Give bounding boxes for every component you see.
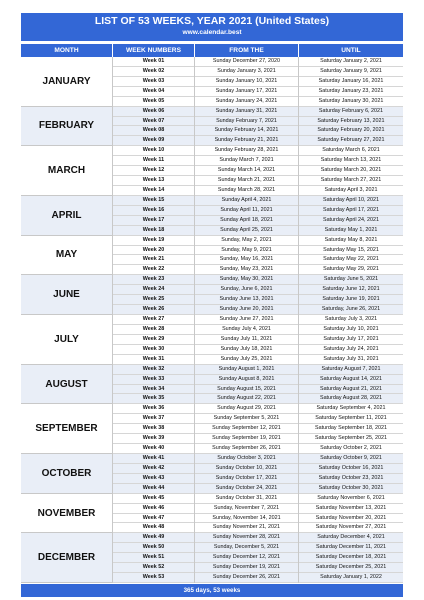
week-number-cell: Week 33 xyxy=(142,375,165,382)
from-date-cell: Sunday November 28, 2021 xyxy=(212,534,281,541)
week-number-cell: Week 41 xyxy=(142,454,165,461)
until-date-cell: Saturday June 5, 2021 xyxy=(323,276,379,283)
table-row xyxy=(113,87,403,97)
week-number-cell: Week 35 xyxy=(142,395,165,402)
until-date-cell: Saturday May 8, 2021 xyxy=(324,236,378,243)
until-date-cell: Saturday November 6, 2021 xyxy=(317,494,385,501)
from-date-cell: Sunday January 3, 2021 xyxy=(217,67,276,74)
from-date-cell: Sunday December 26, 2021 xyxy=(212,574,281,581)
header-week-numbers: WEEK NUMBERS xyxy=(113,44,195,57)
from-date-cell: Sunday July 18, 2021 xyxy=(220,345,273,352)
until-date-cell: Saturday October 23, 2021 xyxy=(318,474,384,481)
from-date-cell: Sunday October 17, 2021 xyxy=(215,474,278,481)
table-row xyxy=(113,67,403,77)
from-date-cell: Sunday June 13, 2021 xyxy=(219,296,274,303)
week-number-cell: Week 52 xyxy=(142,564,165,571)
until-date-cell: Saturday March 20, 2021 xyxy=(320,167,382,174)
until-date-cell: Saturday September 18, 2021 xyxy=(315,425,387,432)
until-date-cell: Saturday February 13, 2021 xyxy=(317,117,385,124)
week-number-cell: Week 14 xyxy=(142,187,165,194)
table-row xyxy=(113,146,403,156)
table-row xyxy=(113,454,403,464)
week-number-cell: Week 43 xyxy=(142,474,165,481)
until-date-cell: Saturday April 10, 2021 xyxy=(322,196,380,203)
week-number-cell: Week 44 xyxy=(142,484,165,491)
from-date-cell: Sunday March 28, 2021 xyxy=(217,187,276,194)
from-date-cell: Sunday August 15, 2021 xyxy=(217,385,276,392)
month-cell: JULY xyxy=(21,315,112,365)
until-date-cell: Saturday January 16, 2021 xyxy=(318,77,384,84)
page-title: LIST OF 53 WEEKS, YEAR 2021 (United States) xyxy=(94,15,330,27)
table-row xyxy=(113,464,403,474)
week-number-cell: Week 51 xyxy=(142,554,165,561)
week-number-cell: Week 01 xyxy=(142,58,165,64)
month-cell: APRIL xyxy=(21,196,112,236)
week-number-cell: Week 13 xyxy=(142,177,165,184)
from-date-cell: Sunday February 28, 2021 xyxy=(214,147,279,154)
until-date-cell: Saturday December 25, 2021 xyxy=(315,564,387,571)
until-date-cell: Saturday October 30, 2021 xyxy=(318,484,384,491)
week-number-cell: Week 11 xyxy=(142,157,165,164)
table-row xyxy=(113,117,403,127)
until-date-cell: Saturday October 16, 2021 xyxy=(318,464,384,471)
until-date-cell: Saturday July 17, 2021 xyxy=(323,335,379,342)
from-date-cell: Sunday August 8, 2021 xyxy=(218,375,275,382)
week-number-cell: Week 29 xyxy=(142,335,165,342)
month-cell: DECEMBER xyxy=(21,533,112,583)
until-date-cell: Saturday January 2, 2021 xyxy=(320,58,382,64)
week-number-cell: Week 18 xyxy=(142,226,165,233)
week-number-cell: Week 40 xyxy=(142,445,165,452)
table-row xyxy=(113,275,403,285)
until-date-cell: Saturday January 30, 2021 xyxy=(318,97,384,104)
table-row xyxy=(113,573,403,583)
week-number-cell: Week 25 xyxy=(142,296,165,303)
week-number-cell: Week 23 xyxy=(142,276,165,283)
from-date-cell: Sunday July 4, 2021 xyxy=(222,325,271,332)
week-number-cell: Week 34 xyxy=(142,385,165,392)
weeks-table xyxy=(21,57,403,583)
from-date-cell: Sunday October 10, 2021 xyxy=(215,464,278,471)
table-row xyxy=(113,305,403,315)
week-number-cell: Week 47 xyxy=(142,514,165,521)
week-number-cell: Week 42 xyxy=(142,464,165,471)
until-date-cell: Saturday November 20, 2021 xyxy=(315,514,387,521)
until-date-cell: Saturday July 31, 2021 xyxy=(323,355,379,362)
week-number-cell: Week 31 xyxy=(142,355,165,362)
table-row xyxy=(113,97,403,107)
month-cell: MARCH xyxy=(21,146,112,196)
from-date-cell: Sunday March 14, 2021 xyxy=(217,167,276,174)
table-row xyxy=(113,424,403,434)
from-date-cell: Sunday, June 6, 2021 xyxy=(220,286,273,293)
week-number-cell: Week 22 xyxy=(142,266,165,273)
table-row xyxy=(113,196,403,206)
from-date-cell: Sunday December 27, 2020 xyxy=(212,58,281,64)
week-number-cell: Week 15 xyxy=(142,196,165,203)
column-divider xyxy=(194,57,195,583)
table-header xyxy=(21,44,403,57)
header-until: UNTIL xyxy=(299,44,403,57)
month-cell: NOVEMBER xyxy=(21,494,112,534)
table-row xyxy=(113,504,403,514)
week-number-cell: Week 28 xyxy=(142,325,165,332)
from-date-cell: Sunday March 7, 2021 xyxy=(219,157,274,164)
until-date-cell: Saturday September 25, 2021 xyxy=(315,435,387,442)
month-cell: JUNE xyxy=(21,275,112,315)
header-month: MONTH xyxy=(21,44,113,57)
week-number-cell: Week 27 xyxy=(142,316,165,323)
until-date-cell: Saturday July 3, 2021 xyxy=(324,316,378,323)
from-date-cell: Sunday January 31, 2021 xyxy=(215,107,278,114)
table-row xyxy=(113,166,403,176)
from-date-cell: Sunday February 21, 2021 xyxy=(214,137,279,144)
from-date-cell: Sunday April 11, 2021 xyxy=(220,206,273,213)
column-divider xyxy=(112,57,113,583)
month-cell: JANUARY xyxy=(21,57,112,107)
table-row xyxy=(113,533,403,543)
week-number-cell: Week 08 xyxy=(142,127,165,134)
from-date-cell: Sunday January 10, 2021 xyxy=(215,77,278,84)
until-date-cell: Saturday April 3, 2021 xyxy=(324,187,378,194)
until-date-cell: Saturday, June 26, 2021 xyxy=(321,306,381,313)
table-row xyxy=(113,156,403,166)
until-date-cell: Saturday August 21, 2021 xyxy=(319,385,383,392)
week-number-cell: Week 38 xyxy=(142,425,165,432)
from-date-cell: Sunday, November 14, 2021 xyxy=(212,514,281,521)
from-date-cell: Sunday October 24, 2021 xyxy=(215,484,278,491)
from-date-cell: Sunday, May 23, 2021 xyxy=(219,266,274,273)
from-date-cell: Sunday August 1, 2021 xyxy=(218,365,275,372)
month-cell: FEBRUARY xyxy=(21,107,112,147)
until-date-cell: Saturday June 19, 2021 xyxy=(322,296,380,303)
week-number-cell: Week 03 xyxy=(142,77,165,84)
table-row xyxy=(113,523,403,533)
from-date-cell: Sunday February 7, 2021 xyxy=(216,117,277,124)
header-from: FROM THE xyxy=(195,44,299,57)
week-number-cell: Week 50 xyxy=(142,544,165,551)
from-date-cell: Sunday April 25, 2021 xyxy=(220,226,273,233)
week-number-cell: Week 24 xyxy=(142,286,165,293)
week-number-cell: Week 53 xyxy=(142,574,165,581)
until-date-cell: Saturday August 28, 2021 xyxy=(319,395,383,402)
table-row xyxy=(113,236,403,246)
until-date-cell: Saturday May 15, 2021 xyxy=(323,246,379,253)
week-number-cell: Week 02 xyxy=(142,67,165,74)
table-row xyxy=(113,325,403,335)
month-cell: AUGUST xyxy=(21,365,112,405)
until-date-cell: Saturday December 4, 2021 xyxy=(317,534,385,541)
table-row xyxy=(113,394,403,404)
site-url: www.calendar.best xyxy=(182,29,242,36)
week-number-cell: Week 09 xyxy=(142,137,165,144)
until-date-cell: Saturday April 17, 2021 xyxy=(322,206,380,213)
table-row xyxy=(113,77,403,87)
until-date-cell: Saturday November 27, 2021 xyxy=(315,524,387,531)
from-date-cell: Sunday January 24, 2021 xyxy=(215,97,278,104)
until-date-cell: Saturday January 9, 2021 xyxy=(320,67,382,74)
table-row xyxy=(113,444,403,454)
from-date-cell: Sunday, May 30, 2021 xyxy=(219,276,274,283)
table-row xyxy=(113,126,403,136)
week-number-cell: Week 06 xyxy=(142,107,165,114)
month-cell: MAY xyxy=(21,236,112,276)
month-cell: SEPTEMBER xyxy=(21,404,112,454)
table-row xyxy=(113,226,403,236)
table-row xyxy=(113,315,403,325)
table-row xyxy=(113,553,403,563)
table-row xyxy=(113,563,403,573)
from-date-cell: Sunday, December 5, 2021 xyxy=(213,544,280,551)
from-date-cell: Sunday December 12, 2021 xyxy=(212,554,281,561)
month-cell: OCTOBER xyxy=(21,454,112,494)
from-date-cell: Sunday August 29, 2021 xyxy=(217,405,276,412)
until-date-cell: Saturday June 12, 2021 xyxy=(322,286,380,293)
from-date-cell: Sunday September 5, 2021 xyxy=(213,415,280,422)
week-number-cell: Week 16 xyxy=(142,206,165,213)
until-date-cell: Saturday February 20, 2021 xyxy=(317,127,385,134)
from-date-cell: Sunday July 25, 2021 xyxy=(220,355,273,362)
table-row xyxy=(113,285,403,295)
table-row xyxy=(113,107,403,117)
until-date-cell: Saturday November 13, 2021 xyxy=(315,504,387,511)
from-date-cell: Sunday, May 16, 2021 xyxy=(219,256,274,263)
until-date-cell: Saturday December 11, 2021 xyxy=(315,544,387,551)
until-date-cell: Saturday August 14, 2021 xyxy=(319,375,383,382)
from-date-cell: Sunday September 19, 2021 xyxy=(212,435,281,442)
table-row xyxy=(113,265,403,275)
until-date-cell: Saturday May 29, 2021 xyxy=(323,266,379,273)
from-date-cell: Sunday March 21, 2021 xyxy=(217,177,276,184)
from-date-cell: Sunday July 11, 2021 xyxy=(220,335,273,342)
from-date-cell: Sunday October 31, 2021 xyxy=(215,494,278,501)
until-date-cell: Saturday May 22, 2021 xyxy=(323,256,379,263)
footer-summary: 365 days, 53 weeks xyxy=(21,584,403,597)
until-date-cell: Saturday January 1, 2022 xyxy=(320,574,382,581)
week-number-cell: Week 26 xyxy=(142,306,165,313)
from-date-cell: Sunday January 17, 2021 xyxy=(215,87,278,94)
table-row xyxy=(113,186,403,196)
until-date-cell: Saturday August 7, 2021 xyxy=(321,365,381,372)
from-date-cell: Sunday February 14, 2021 xyxy=(214,127,279,134)
from-date-cell: Sunday October 3, 2021 xyxy=(217,454,276,461)
table-row xyxy=(113,434,403,444)
until-date-cell: Saturday September 11, 2021 xyxy=(315,415,387,422)
until-date-cell: Saturday March 27, 2021 xyxy=(320,177,382,184)
table-row xyxy=(113,365,403,375)
until-date-cell: Saturday December 18, 2021 xyxy=(315,554,387,561)
table-row xyxy=(113,484,403,494)
week-number-cell: Week 12 xyxy=(142,167,165,174)
table-row xyxy=(113,543,403,553)
table-row xyxy=(113,474,403,484)
week-number-cell: Week 10 xyxy=(142,147,165,154)
until-date-cell: Saturday March 13, 2021 xyxy=(320,157,382,164)
week-number-cell: Week 04 xyxy=(142,87,165,94)
column-divider xyxy=(298,57,299,583)
week-number-cell: Week 32 xyxy=(142,365,165,372)
week-number-cell: Week 48 xyxy=(142,524,165,531)
table-row xyxy=(113,414,403,424)
from-date-cell: Sunday August 22, 2021 xyxy=(217,395,276,402)
table-row xyxy=(113,345,403,355)
title-banner xyxy=(21,13,403,41)
until-date-cell: Saturday April 24, 2021 xyxy=(322,216,380,223)
from-date-cell: Sunday April 18, 2021 xyxy=(220,216,273,223)
from-date-cell: Sunday September 26, 2021 xyxy=(212,445,281,452)
week-number-cell: Week 20 xyxy=(142,246,165,253)
table-row xyxy=(113,494,403,504)
table-row xyxy=(113,404,403,414)
table-row xyxy=(113,246,403,256)
from-date-cell: Sunday November 21, 2021 xyxy=(212,524,281,531)
table-row xyxy=(113,295,403,305)
until-date-cell: Saturday July 24, 2021 xyxy=(323,345,379,352)
table-row xyxy=(113,514,403,524)
week-number-cell: Week 05 xyxy=(142,97,165,104)
until-date-cell: Saturday July 10, 2021 xyxy=(323,325,379,332)
table-row xyxy=(113,57,403,67)
table-row xyxy=(113,176,403,186)
table-row xyxy=(113,355,403,365)
week-number-cell: Week 36 xyxy=(142,405,165,412)
table-row xyxy=(113,375,403,385)
from-date-cell: Sunday December 19, 2021 xyxy=(212,564,281,571)
week-number-cell: Week 19 xyxy=(142,236,165,243)
week-number-cell: Week 17 xyxy=(142,216,165,223)
until-date-cell: Saturday October 9, 2021 xyxy=(320,454,382,461)
week-number-cell: Week 07 xyxy=(142,117,165,124)
week-number-cell: Week 45 xyxy=(142,494,165,501)
week-number-cell: Week 39 xyxy=(142,435,165,442)
until-date-cell: Saturday January 23, 2021 xyxy=(318,87,384,94)
week-number-cell: Week 30 xyxy=(142,345,165,352)
table-row xyxy=(113,255,403,265)
week-number-cell: Week 37 xyxy=(142,415,165,422)
until-date-cell: Saturday October 2, 2021 xyxy=(320,445,382,452)
week-number-cell: Week 46 xyxy=(142,504,165,511)
until-date-cell: Saturday May 1, 2021 xyxy=(324,226,378,233)
until-date-cell: Saturday February 6, 2021 xyxy=(318,107,384,114)
until-date-cell: Saturday February 27, 2021 xyxy=(317,137,385,144)
from-date-cell: Sunday June 20, 2021 xyxy=(219,306,274,313)
from-date-cell: Sunday September 12, 2021 xyxy=(212,425,281,432)
week-number-cell: Week 21 xyxy=(142,256,165,263)
until-date-cell: Saturday September 4, 2021 xyxy=(316,405,386,412)
table-row xyxy=(113,206,403,216)
from-date-cell: Sunday June 27, 2021 xyxy=(219,316,274,323)
from-date-cell: Sunday, May 2, 2021 xyxy=(221,236,272,243)
until-date-cell: Saturday March 6, 2021 xyxy=(322,147,380,154)
table-row xyxy=(113,385,403,395)
table-row xyxy=(113,335,403,345)
from-date-cell: Sunday April 4, 2021 xyxy=(221,196,272,203)
from-date-cell: Sunday, May 9, 2021 xyxy=(221,246,272,253)
table-row xyxy=(113,136,403,146)
table-row xyxy=(113,216,403,226)
from-date-cell: Sunday, November 7, 2021 xyxy=(213,504,280,511)
week-number-cell: Week 49 xyxy=(142,534,165,541)
